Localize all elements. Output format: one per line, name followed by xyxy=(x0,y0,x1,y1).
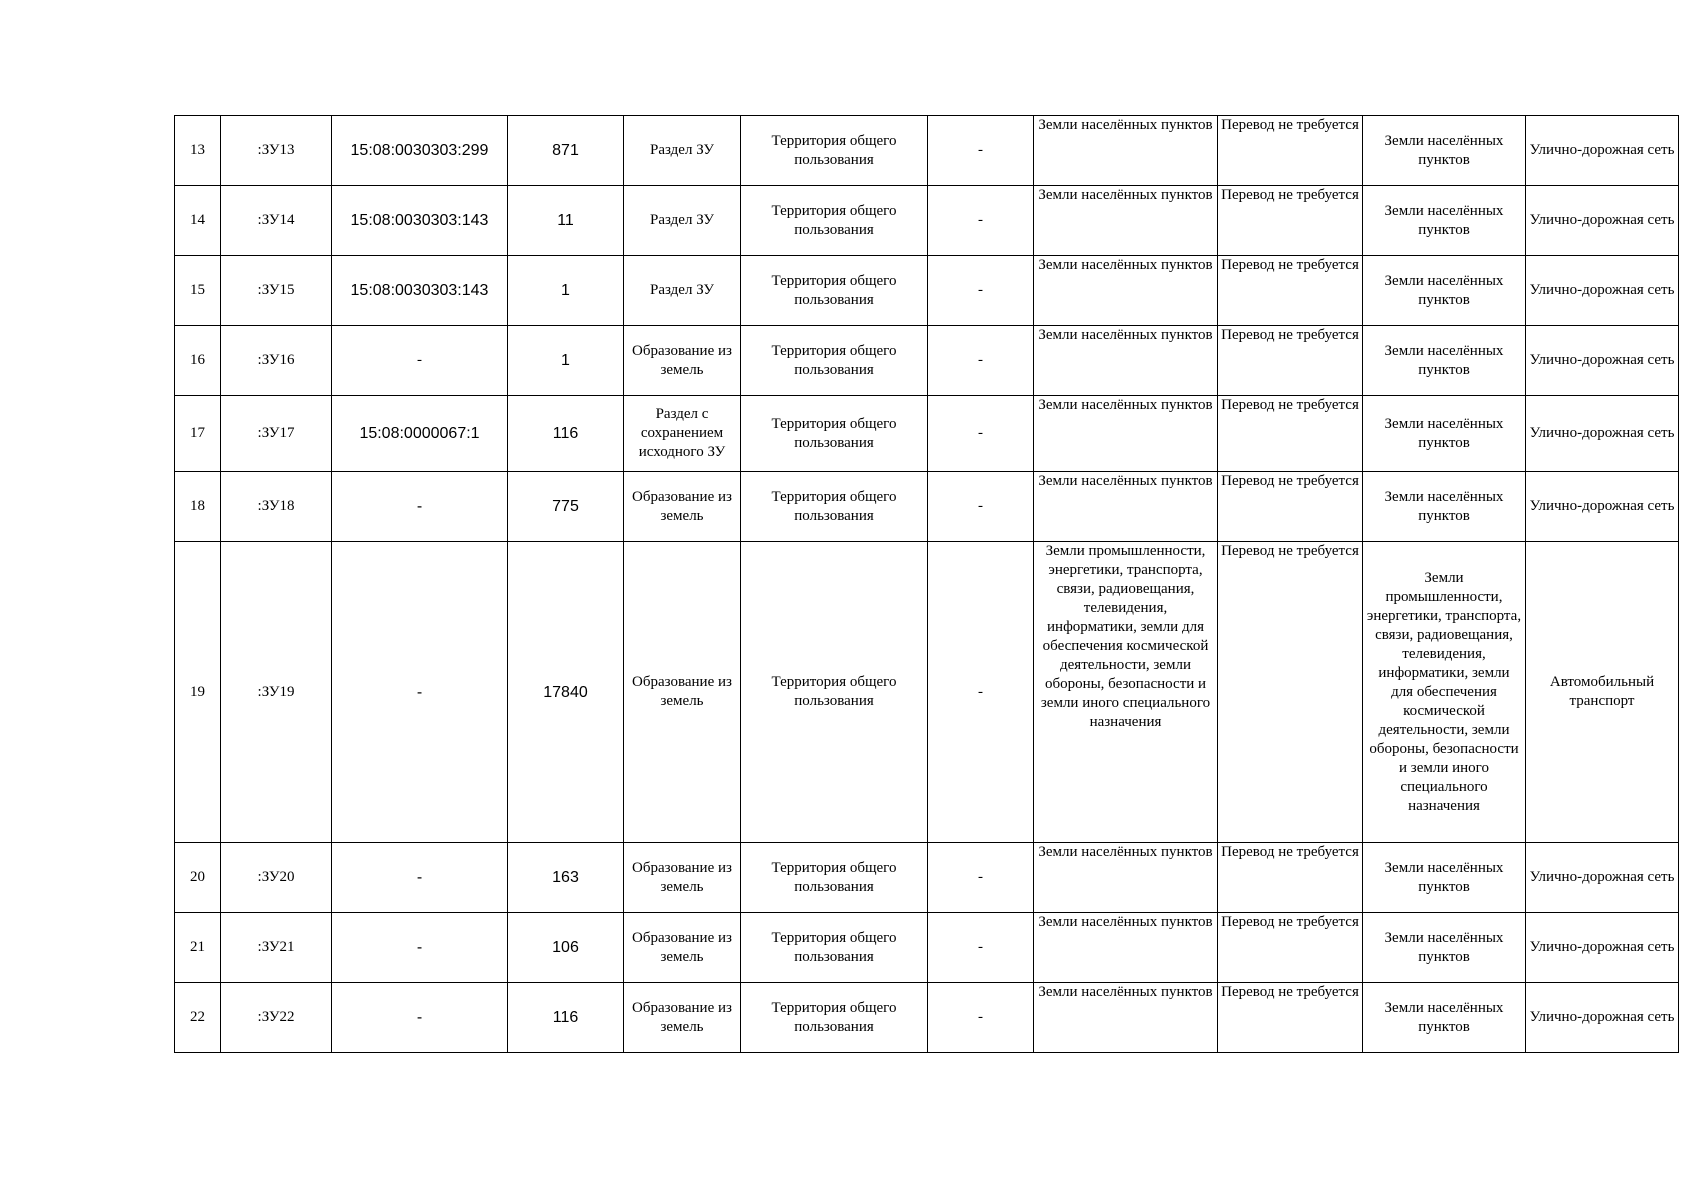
current-land-category: Земли населённых пунктов xyxy=(1034,186,1218,256)
category-transfer: Перевод не требуется xyxy=(1218,843,1363,913)
current-land-category: Земли населённых пунктов xyxy=(1034,326,1218,396)
permitted-use: Улично-дорожная сеть xyxy=(1526,983,1679,1053)
table-row xyxy=(175,396,1679,472)
cadastral-number: 15:08:0030303:143 xyxy=(332,256,508,326)
category-transfer: Перевод не требуется xyxy=(1218,542,1363,843)
category-transfer: Перевод не требуется xyxy=(1218,326,1363,396)
permitted-use: Улично-дорожная сеть xyxy=(1526,186,1679,256)
encumbrance: - xyxy=(928,542,1034,843)
cadastral-number: - xyxy=(332,843,508,913)
plot-area: 163 xyxy=(508,843,624,913)
permitted-use: Автомобильный транспорт xyxy=(1526,542,1679,843)
cadastral-number: - xyxy=(332,472,508,542)
row-number: 22 xyxy=(175,983,221,1053)
formation-method: Образование из земель xyxy=(624,326,741,396)
plot-designation: :ЗУ17 xyxy=(221,396,332,472)
current-land-category: Земли населённых пунктов xyxy=(1034,472,1218,542)
permitted-use: Улично-дорожная сеть xyxy=(1526,472,1679,542)
formation-method: Образование из земель xyxy=(624,913,741,983)
plot-area: 11 xyxy=(508,186,624,256)
plot-designation: :ЗУ20 xyxy=(221,843,332,913)
table-row xyxy=(175,186,1679,256)
territory-type: Территория общего пользования xyxy=(741,186,928,256)
table-body xyxy=(175,116,1679,1053)
plot-designation: :ЗУ15 xyxy=(221,256,332,326)
target-land-category: Земли населённых пунктов xyxy=(1363,396,1526,472)
permitted-use: Улично-дорожная сеть xyxy=(1526,326,1679,396)
permitted-use: Улично-дорожная сеть xyxy=(1526,913,1679,983)
territory-type: Территория общего пользования xyxy=(741,326,928,396)
cadastral-number: - xyxy=(332,913,508,983)
row-number: 13 xyxy=(175,116,221,186)
formation-method: Раздел с сохранением исходного ЗУ xyxy=(624,396,741,472)
plot-designation: :ЗУ13 xyxy=(221,116,332,186)
target-land-category: Земли населённых пунктов xyxy=(1363,843,1526,913)
permitted-use: Улично-дорожная сеть xyxy=(1526,256,1679,326)
encumbrance: - xyxy=(928,186,1034,256)
target-land-category: Земли населённых пунктов xyxy=(1363,326,1526,396)
plot-area: 106 xyxy=(508,913,624,983)
target-land-category: Земли населённых пунктов xyxy=(1363,913,1526,983)
current-land-category: Земли населённых пунктов xyxy=(1034,116,1218,186)
encumbrance: - xyxy=(928,983,1034,1053)
table-row xyxy=(175,983,1679,1053)
table-row xyxy=(175,326,1679,396)
plot-designation: :ЗУ21 xyxy=(221,913,332,983)
target-land-category: Земли населённых пунктов xyxy=(1363,186,1526,256)
formation-method: Образование из земель xyxy=(624,983,741,1053)
plot-area: 1 xyxy=(508,256,624,326)
territory-type: Территория общего пользования xyxy=(741,116,928,186)
plot-designation: :ЗУ19 xyxy=(221,542,332,843)
row-number: 18 xyxy=(175,472,221,542)
table-row xyxy=(175,913,1679,983)
category-transfer: Перевод не требуется xyxy=(1218,396,1363,472)
row-number: 17 xyxy=(175,396,221,472)
plot-area: 116 xyxy=(508,983,624,1053)
encumbrance: - xyxy=(928,116,1034,186)
formation-method: Образование из земель xyxy=(624,843,741,913)
table-row xyxy=(175,843,1679,913)
row-number: 15 xyxy=(175,256,221,326)
formation-method: Раздел ЗУ xyxy=(624,116,741,186)
permitted-use: Улично-дорожная сеть xyxy=(1526,396,1679,472)
territory-type: Территория общего пользования xyxy=(741,256,928,326)
territory-type: Территория общего пользования xyxy=(741,983,928,1053)
formation-method: Раздел ЗУ xyxy=(624,256,741,326)
row-number: 19 xyxy=(175,542,221,843)
current-land-category: Земли населённых пунктов xyxy=(1034,913,1218,983)
territory-type: Территория общего пользования xyxy=(741,542,928,843)
plot-area: 775 xyxy=(508,472,624,542)
row-number: 14 xyxy=(175,186,221,256)
cadastral-number: 15:08:0030303:143 xyxy=(332,186,508,256)
encumbrance: - xyxy=(928,472,1034,542)
table-row xyxy=(175,542,1679,843)
row-number: 21 xyxy=(175,913,221,983)
cadastral-number: 15:08:0000067:1 xyxy=(332,396,508,472)
plot-designation: :ЗУ18 xyxy=(221,472,332,542)
table-row xyxy=(175,116,1679,186)
territory-type: Территория общего пользования xyxy=(741,396,928,472)
encumbrance: - xyxy=(928,843,1034,913)
target-land-category: Земли населённых пунктов xyxy=(1363,116,1526,186)
target-land-category: Земли населённых пунктов xyxy=(1363,256,1526,326)
plot-area: 116 xyxy=(508,396,624,472)
row-number: 16 xyxy=(175,326,221,396)
plot-designation: :ЗУ14 xyxy=(221,186,332,256)
current-land-category: Земли населённых пунктов xyxy=(1034,256,1218,326)
current-land-category: Земли населённых пунктов xyxy=(1034,396,1218,472)
cadastral-number: 15:08:0030303:299 xyxy=(332,116,508,186)
table-row xyxy=(175,256,1679,326)
encumbrance: - xyxy=(928,396,1034,472)
cadastral-number: - xyxy=(332,326,508,396)
category-transfer: Перевод не требуется xyxy=(1218,913,1363,983)
target-land-category: Земли населённых пунктов xyxy=(1363,472,1526,542)
permitted-use: Улично-дорожная сеть xyxy=(1526,116,1679,186)
target-land-category: Земли населённых пунктов xyxy=(1363,983,1526,1053)
plot-designation: :ЗУ16 xyxy=(221,326,332,396)
category-transfer: Перевод не требуется xyxy=(1218,116,1363,186)
encumbrance: - xyxy=(928,913,1034,983)
plot-area: 1 xyxy=(508,326,624,396)
territory-type: Территория общего пользования xyxy=(741,472,928,542)
target-land-category: Земли промышленности, энергетики, транспорта, связи, радиовещания, телевидения, информатики, земли для обеспечения космической деятельности, земли обороны, безопасности и земли иного специального назначения xyxy=(1363,542,1526,843)
row-number: 20 xyxy=(175,843,221,913)
land-plots-table xyxy=(174,115,1679,1053)
plot-designation: :ЗУ22 xyxy=(221,983,332,1053)
formation-method: Образование из земель xyxy=(624,542,741,843)
category-transfer: Перевод не требуется xyxy=(1218,983,1363,1053)
encumbrance: - xyxy=(928,326,1034,396)
formation-method: Раздел ЗУ xyxy=(624,186,741,256)
current-land-category: Земли населённых пунктов xyxy=(1034,843,1218,913)
category-transfer: Перевод не требуется xyxy=(1218,472,1363,542)
encumbrance: - xyxy=(928,256,1034,326)
plot-area: 871 xyxy=(508,116,624,186)
permitted-use: Улично-дорожная сеть xyxy=(1526,843,1679,913)
category-transfer: Перевод не требуется xyxy=(1218,256,1363,326)
cadastral-number: - xyxy=(332,542,508,843)
territory-type: Территория общего пользования xyxy=(741,843,928,913)
plot-area: 17840 xyxy=(508,542,624,843)
table-row xyxy=(175,472,1679,542)
category-transfer: Перевод не требуется xyxy=(1218,186,1363,256)
cadastral-number: - xyxy=(332,983,508,1053)
formation-method: Образование из земель xyxy=(624,472,741,542)
territory-type: Территория общего пользования xyxy=(741,913,928,983)
current-land-category: Земли населённых пунктов xyxy=(1034,983,1218,1053)
current-land-category: Земли промышленности, энергетики, транспорта, связи, радиовещания, телевидения, информатики, земли для обеспечения космической деятельности, земли обороны, безопасности и земли иного специального назначения xyxy=(1034,542,1218,843)
